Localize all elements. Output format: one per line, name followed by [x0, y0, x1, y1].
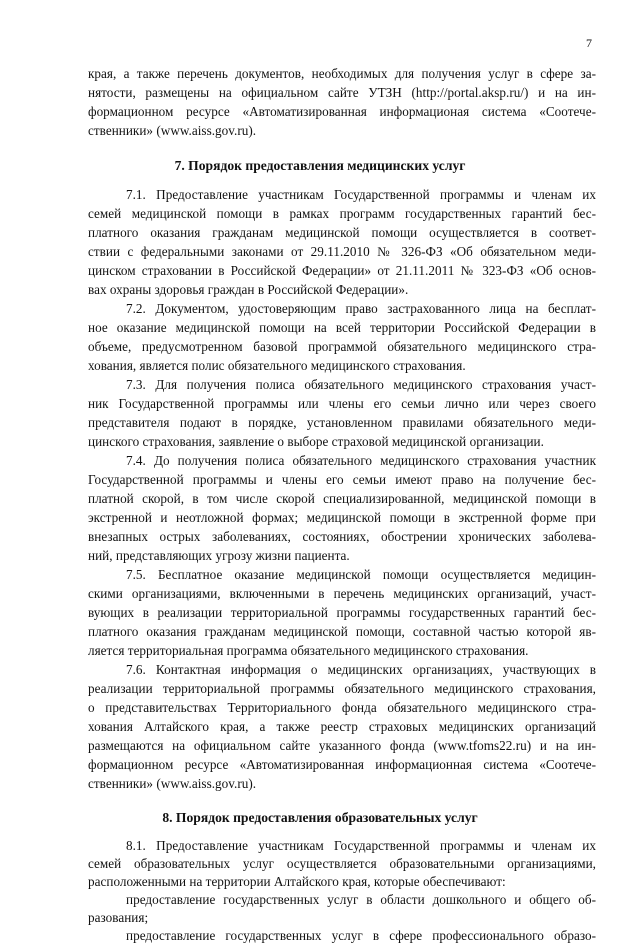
text-line: цинском страховании в Российской Федерации» от 21.11.2011 № 323-ФЗ «Об основ- — [88, 263, 596, 278]
text-line: 7.5. Бесплатное оказание медицинской помощи осуществляется медицин- — [126, 567, 596, 582]
list-item: предоставление государственных услуг в области дошкольного и общего об- — [126, 892, 596, 907]
text-line: расположенными на территории Алтайского края, которые обеспечивают: — [88, 874, 506, 889]
list-item: разования; — [88, 910, 149, 925]
list-item: предоставление государственных услуг в сфере профессионального образо- — [126, 928, 596, 943]
text-line: 7.3. Для получения полиса обязательного медицинского страхования участ- — [126, 377, 596, 392]
text-line: платного оказания гражданам медицинской помощи, составной частью которой яв- — [88, 624, 596, 639]
text-line: платной скорой, в том числе скорой специализированной, медицинской помощи в — [88, 491, 596, 506]
text-line: о представительствах Территориального фонда обязательного медицинского стра- — [88, 700, 596, 715]
text-line: представителя подают в порядке, установленном правилами обязательного меди- — [88, 415, 596, 430]
text-line: Государственной программы и члены его семьи имеют право на получение бес- — [88, 472, 596, 487]
text-line: формационном ресурсе «Автоматизированная информационая система «Соотече- — [88, 104, 596, 119]
text-line: ное оказание медицинской помощи на всей территории Российской Федерации в — [88, 320, 596, 335]
section-8-heading: 8. Порядок предоставления образовательных услуг — [162, 810, 478, 825]
text-line: ний, представляющих угрозу жизни пациента. — [88, 548, 350, 563]
text-line: размещаются на официальном сайте указанного фонда (www.tfoms22.ru) и на ин- — [88, 738, 596, 753]
text-line: реализации территориальной программы обязательного медицинского страхования, — [88, 681, 596, 696]
text-line: ляется территориальная программа обязательного медицинского страхования. — [88, 643, 529, 658]
text-line: вах охраны здоровья граждан в Российской Федерации». — [88, 282, 409, 297]
text-line: семей медицинской помощи в рамках программ государственных гарантий бес- — [88, 206, 596, 221]
text-line: ственники» (www.aiss.gov.ru). — [88, 776, 257, 791]
text-line: края, а также перечень документов, необходимых для получения услуг в сфере за- — [88, 66, 596, 81]
text-line: нятости, размещены на официальном сайте УТЗН (http://portal.aksp.ru/) и на ин- — [88, 85, 596, 100]
text-line: 7.4. До получения полиса обязательного медицинского страхования участник — [126, 453, 596, 468]
text-line: 7.6. Контактная информация о медицинских организациях, участвующих в — [126, 662, 596, 677]
text-line: 7.1. Предоставление участникам Государственной программы и членам их — [126, 187, 596, 202]
text-line: скими организациями, включенными в перечень медицинских организаций, участ- — [88, 586, 596, 601]
text-line: 7.2. Документом, удостоверяющим право застрахованного лица на бесплат- — [126, 301, 596, 316]
section-7-heading: 7. Порядок предоставления медицинских услуг — [174, 158, 466, 173]
text-line: объеме, предусмотренном базовой программой обязательного медицинского стра- — [88, 339, 596, 354]
text-line: ствии с федеральными законами от 29.11.2010 № 326-ФЗ «Об обязательном меди- — [88, 244, 596, 259]
text-line: цинского страхования, заявление о выборе страховой медицинской организации. — [88, 434, 544, 449]
text-line: вующих в реализации территориальной программы государственных гарантий бес- — [88, 605, 596, 620]
text-line: семей образовательных услуг осуществляется образовательными организациями, — [88, 856, 596, 871]
text-line: ник Государственной программы или члены его семьи лично или через своего — [88, 396, 596, 411]
text-line: внезапных острых заболеваниях, состояниях, обострении хронических заболева- — [88, 529, 596, 544]
text-line: формационном ресурсе «Автоматизированная информационная система «Соотече- — [88, 757, 596, 772]
text-line: хования, является полис обязательного медицинского страхования. — [88, 358, 466, 373]
text-line: хования Алтайского края, а также реестр страховых медицинских организаций — [88, 719, 596, 734]
page-number: 7 — [586, 36, 592, 50]
text-line: ственники» (www.aiss.gov.ru). — [88, 123, 257, 138]
text-line: платного оказания гражданам медицинской помощи осуществляется в соответ- — [88, 225, 596, 240]
text-line: 8.1. Предоставление участникам Государственной программы и членам их — [126, 838, 596, 853]
text-line: экстренной и неотложной формах; медицинской помощи в экстренной форме при — [88, 510, 596, 525]
